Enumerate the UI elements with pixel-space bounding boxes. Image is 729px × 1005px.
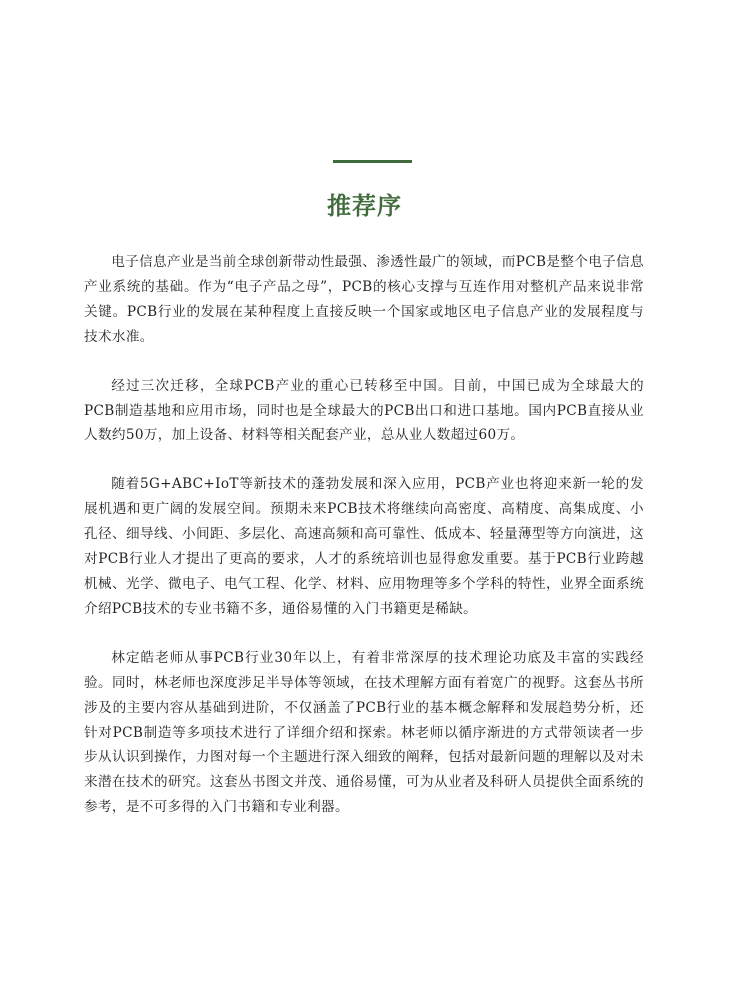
page-title: 推荐序 bbox=[327, 192, 402, 221]
paragraph-4: 林定皓老师从事PCB行业30年以上，有着非常深厚的技术理论功底及丰富的实践经验。同时，林老师也深度涉足半导体等领域，在技术理解方面有着宽广的视野。这套丛书所涉及的主要内容从基础到进阶，不仅涵盖了PCB行业的基本概念解释和发展趋势分析，还针对PCB制造等多项技术进行了详细介绍和探索。林老师以循序渐进的方式带领读者一步步从认识到操作，力图对每一个主题进行深入细致的阐释，包括对最新问题的理解以及对未来潜在技术的研究。这套丛书图文并茂、通俗易懂，可为从业者及科研人员提供全面系统的参考，是不可多得的入门书籍和专业利器。 bbox=[84, 649, 644, 816]
paragraph-1: 电子信息产业是当前全球创新带动性最强、渗透性最广的领域，而PCB是整个电子信息产业系统的基础。作为“电子产品之母”，PCB的核心支撑与互连作用对整机产品来说非常关键。PCB行业的发展在某种程度上直接反映一个国家或地区电子信息产业的发展程度与技术水准。 bbox=[84, 254, 644, 345]
title-rule-divider bbox=[333, 160, 412, 163]
preface-body bbox=[84, 250, 644, 844]
paragraph-3: 随着5G+ABC+IoT等新技术的蓬勃发展和深入应用，PCB产业也将迎来新一轮的发展机遇和更广阔的发展空间。预期未来PCB技术将继续向高密度、高精度、高集成度、小孔径、细导线、小间距、多层化、高速高频和高可靠性、低成本、轻量薄型等方向演进，这对PCB行业人才提出了更高的要求，人才的系统培训也显得愈发重要。基于PCB行业跨越机械、光学、微电子、电气工程、化学、材料、应用物理等多个学科的特性，业界全面系统介绍PCB技术的专业书籍不多，通俗易懂的入门书籍更是稀缺。 bbox=[84, 476, 644, 617]
paragraph-2: 经过三次迁移，全球PCB产业的重心已转移至中国。目前，中国已成为全球最大的PCB制造基地和应用市场，同时也是全球最大的PCB出口和进口基地。国内PCB直接从业人数约50万，加上设备、材料等相关配套产业，总从业人数超过60万。 bbox=[84, 377, 644, 444]
